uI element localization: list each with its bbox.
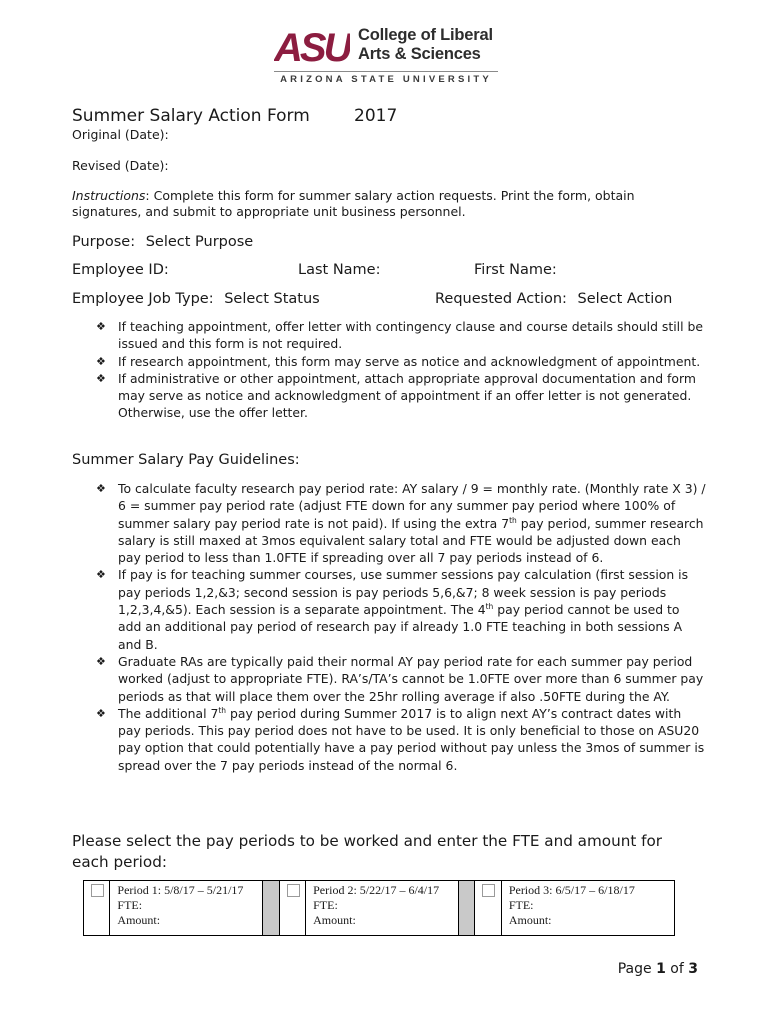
list-item: ❖ If pay is for teaching summer courses, use summer sessions pay calculation (first session is pay periods 1,2,&3; second session is pay periods 5,6,&7; 8 week session is pay periods 1,2,3,4,&5). Each session is a separate appointment. The 4th pay period cannot be used to add an additional pay period of research pay if already 1.0 FTE teaching in both sessions A and B. [96, 567, 689, 652]
period-2-checkbox-cell [280, 881, 306, 935]
form-year: 2017 [354, 106, 398, 126]
last-name-label[interactable]: Last Name: [298, 262, 381, 278]
period-1-amount-field[interactable]: Amount: [117, 913, 161, 927]
purpose-select[interactable]: Select Purpose [145, 234, 254, 250]
diamond-bullet-icon: ❖ [96, 568, 106, 582]
pay-period-table [83, 880, 675, 936]
list-item: ❖ If teaching appointment, offer letter with contingency clause and course details should still be issued and this form is not required. [96, 319, 703, 352]
list-item: ❖ To calculate faculty research pay period rate: AY salary / 9 = monthly rate. (Monthly rate X 3) / 6 = summer pay period rate (adjust FTE down for any summer pay period where 100% of summer salary pay period rate is not paid). If using the extra 7th pay period, summer research salary is still maxed at 3mos equivalent salary total and FTE would be adjusted down each pay period to less than 1.0FTE if spreading over all 7 pay periods instead of 6. [96, 481, 706, 566]
form-title: Summer Salary Action Form [72, 106, 310, 126]
period-1-label: Period 1: 5/8/17 – 5/21/17 [117, 883, 244, 897]
first-name-label[interactable]: First Name: [474, 262, 557, 278]
period-2-fte-field[interactable]: FTE: [313, 898, 338, 912]
list-item: ❖ The additional 7th pay period during Summer 2017 is to align next AY’s contract dates with pay periods. This pay period does not have to be used. It is only beneficial to those on ASU20 pay option that could potentially have a pay period without pay unless the 3mos of summer is spread over the 7 pay periods instead of the normal 6. [96, 705, 705, 773]
diamond-bullet-icon: ❖ [96, 320, 106, 333]
period-1-checkbox-cell [84, 881, 110, 935]
guidelines-heading: Summer Salary Pay Guidelines: [72, 452, 300, 468]
period-3-cell [502, 881, 674, 935]
period-2-cell [306, 881, 459, 935]
diamond-bullet-icon: ❖ [96, 371, 106, 385]
table-divider [263, 881, 280, 935]
svg-text:ASU: ASU [274, 27, 350, 67]
requested-action-row [435, 291, 672, 307]
instructions: Instructions: Complete this form for summer salary action requests. Print the form, obtain signatures, and submit to appropriate unit business personnel. [72, 188, 635, 219]
diamond-bullet-icon: ❖ [96, 354, 106, 368]
asu-logo-icon [274, 27, 350, 67]
period-1-fte-field[interactable]: FTE: [117, 898, 143, 912]
period-3-checkbox[interactable] [482, 884, 495, 897]
table-divider [459, 881, 476, 935]
job-type-select[interactable]: Select Status [224, 291, 320, 307]
list-item: ❖ If administrative or other appointment, attach appropriate approval documentation and form may serve as notice and acknowledgment of appointment if an offer letter is not generated. Otherwise, use the offer letter. [96, 370, 696, 421]
diamond-bullet-icon: ❖ [96, 482, 106, 495]
purpose-row [72, 234, 253, 250]
purpose-label: Purpose: [72, 234, 136, 250]
diamond-bullet-icon: ❖ [96, 654, 106, 668]
page-number: Page 1 of 3 [617, 961, 698, 977]
requested-action-label: Requested Action: [435, 291, 567, 307]
appointment-notes [96, 318, 706, 422]
period-1-cell [110, 881, 263, 935]
period-3-fte-field[interactable]: FTE: [508, 898, 534, 912]
period-2-checkbox[interactable] [287, 884, 300, 897]
job-type-row [72, 291, 320, 307]
list-item: ❖ Graduate RAs are typically paid their normal AY pay period rate for each summer pay period worked (adjust to appropriate FTE). RA’s/TA’s cannot be 1.0FTE over more than 6 summer pay periods as that will place them over the 25hr rolling average if also .50FTE during the AY. [96, 653, 704, 704]
job-type-label: Employee Job Type: [72, 291, 214, 307]
revised-date-field[interactable]: Revised (Date): [72, 158, 169, 173]
university-name: ARIZONA STATE UNIVERSITY [280, 74, 492, 85]
employee-id-label[interactable]: Employee ID: [72, 262, 169, 278]
period-2-label: Period 2: 5/22/17 – 6/4/17 [313, 883, 440, 897]
requested-action-select[interactable]: Select Action [577, 291, 673, 307]
diamond-bullet-icon: ❖ [96, 706, 106, 720]
asu-clas-logo [274, 26, 498, 84]
period-1-checkbox[interactable] [91, 884, 104, 897]
college-name: College of Liberal Arts & Sciences [358, 26, 493, 63]
list-item: ❖ If research appointment, this form may serve as notice and acknowledgment of appointment. [96, 353, 701, 369]
pay-periods-heading: Please select the pay periods to be worked and enter the FTE and amount for each period: [72, 832, 662, 871]
period-2-amount-field[interactable]: Amount: [313, 913, 356, 927]
logo-divider [274, 71, 498, 72]
period-3-amount-field[interactable]: Amount: [508, 913, 552, 927]
guidelines-list [96, 480, 706, 774]
original-date-field[interactable]: Original (Date): [72, 127, 169, 142]
period-3-checkbox-cell [475, 881, 501, 935]
period-3-label: Period 3: 6/5/17 – 6/18/17 [508, 883, 635, 897]
